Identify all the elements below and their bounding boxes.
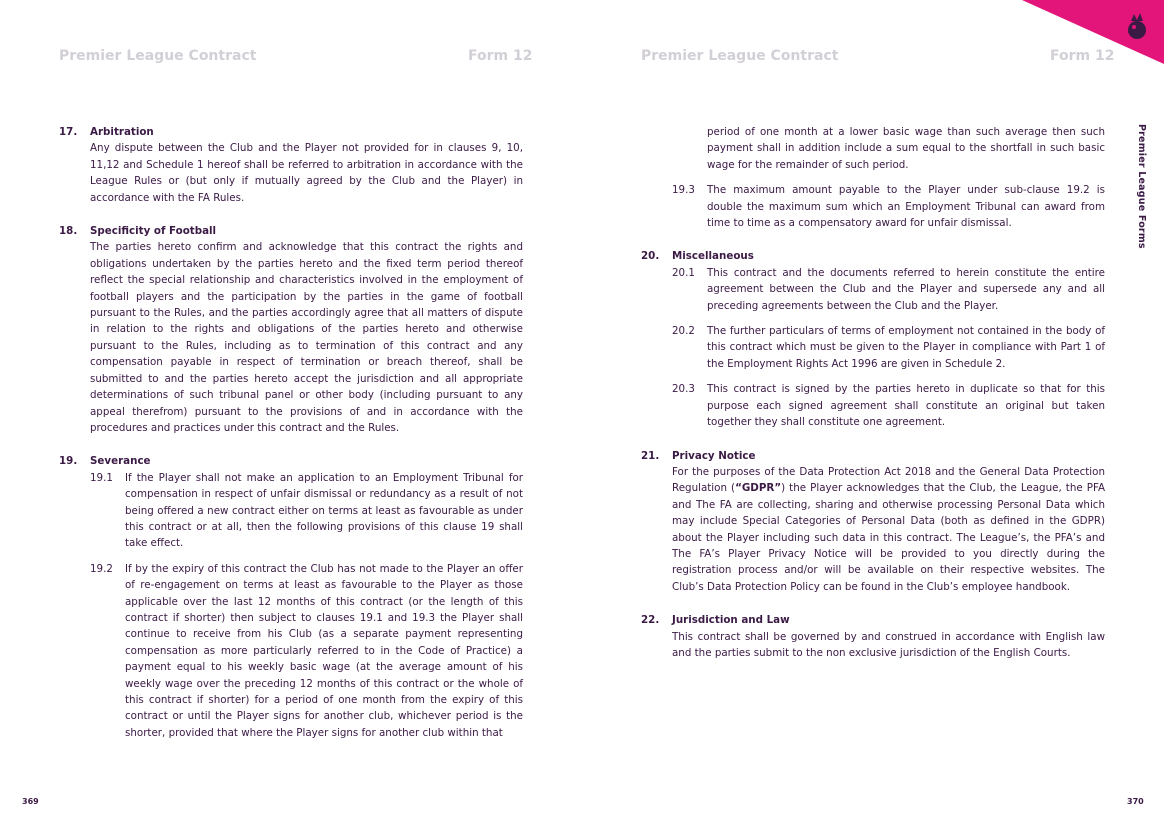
clause-text: period of one month at a lower basic wage than such average then such payment shall in addition include a sum equal to the shortfall in such basic wage for the remainder of such period. [707, 126, 1105, 171]
section-number: 22. [641, 614, 660, 627]
clause-number: 19.3 [672, 184, 695, 197]
gdpr-term: “GDPR” [735, 482, 782, 495]
clause-text: If the Player shall not make an application to an Employment Tribunal for compensation in respect of unfair dismissal or redundancy as a result of not being offered a new contract either on terms at least as favourable as under this contract or at all, then the following provisions of this clause 19 shall take effect. [125, 471, 523, 550]
section-title: Specificity of Football [90, 225, 217, 238]
section-17 [59, 124, 523, 206]
section-number: 18. [59, 225, 78, 238]
clause-19-3 [672, 182, 1105, 231]
section-title: Severance [90, 455, 151, 468]
page-number-left: 369 [22, 797, 39, 806]
clause-text: This contract and the documents referred to herein constitute the entire agreement between the Club and the Player and supersede any and all preceding agreements between the Club and the Player. [707, 266, 1105, 312]
page-number-right: 370 [1127, 797, 1144, 806]
left-header-form: Form 12 [468, 48, 533, 64]
section-title: Privacy Notice [672, 449, 756, 462]
section-22 [641, 612, 1105, 661]
side-label: Premier League Forms [1136, 124, 1147, 249]
left-column [59, 124, 523, 750]
section-title: Miscellaneous [672, 250, 754, 263]
clause-text: If by the expiry of this contract the Club has not made to the Player an offer of re-engagement on terms at least as favourable to the Player as those applicable over the last 12 months of this contract (or the length of this contract if shorter) then subject to clauses 19.1 and 19.3 the Player shall continue to receive from his Club (as a separate payment representing compensation as more particularly referred to in the Code of Practice) a payment equal to his weekly basic wage (at the average amount of his weekly wage over the preceding 12 months of this contract or the whole of this contract if shorter) for a period of one month from the expiry of this contract or until the Player signs for another club, whichever period is the shorter, provided that where the Player signs for another club within that [125, 562, 523, 739]
right-column [641, 124, 1105, 661]
left-header-title: Premier League Contract [59, 48, 257, 64]
clause-number: 20.3 [672, 383, 695, 396]
clause-19-1 [90, 470, 523, 552]
section-body: Any dispute between the Club and the Player not provided for in clauses 9, 10, 11,12 and Schedule 1 hereof shall be referred to arbitration in accordance with the League Rules or (but only if mutually agreed by the Club and the Player) in accordance with the FA Rules. [90, 142, 523, 204]
section-body: This contract shall be governed by and construed in accordance with English law and the parties submit to the non exclusive jurisdiction of the English Courts. [672, 630, 1105, 659]
privacy-text-a: For the purposes of the Data Protection Act 2018 and the General Data Protection Regulation ( [672, 465, 1105, 495]
clause-19-2-continued [672, 124, 1105, 173]
clause-text: The further particulars of terms of employment not contained in the body of this contract which must be given to the Player in compliance with Part 1 of the Employment Rights Act 1996 are given in Schedule 2. [707, 325, 1105, 370]
section-number: 17. [59, 126, 78, 138]
clause-number: 19.1 [90, 471, 113, 484]
clause-number: 20.1 [672, 266, 695, 279]
clause-number: 20.2 [672, 325, 695, 338]
section-title: Jurisdiction and Law [672, 614, 790, 627]
clause-20-1 [672, 265, 1105, 314]
section-number: 21. [641, 449, 660, 462]
clause-20-3 [672, 381, 1105, 430]
section-18 [59, 223, 523, 436]
section-body: The parties hereto confirm and acknowledge that this contract the rights and obligations undertaken by the parties hereto and the fixed term period thereof reflect the special relationship and characteristics involved in the employment of football players and the participation by the parties in the game of football pursuant to the Rules, and the parties accordingly agree that all matters of dispute in relation to the rights and obligations of the parties hereto and otherwise pursuant to the Rules, including as to termination of this contract and any compensation payable in respect of termination or breach thereof, shall be submitted to and the parties hereto accept the jurisdiction and all appropriate determinations of such tribunal panel or other body (including pursuant to any appeal therefrom) pursuant to the provisions of and in accordance with the procedures and practices under this contract and the Rules. [90, 241, 523, 434]
section-body [672, 464, 1105, 595]
section-number: 19. [59, 455, 78, 468]
section-21 [641, 448, 1105, 596]
clause-20-2 [672, 323, 1105, 372]
privacy-text-b: ) the Player acknowledges that the Club, the League, the PFA and The FA are collecting, sharing and otherwise processing Personal Data which may include Special Categories of Personal Data (both as defined in the GDPR) about the Player including such data in this contract. The League’s, the PFA’s and The FA’s Player Privacy Notice will be provided to you directly during the registration process and/or will be available on their respective websites. The Club’s Data Protection Policy can be found in the Club’s employee handbook. [672, 482, 1105, 593]
section-20 [641, 248, 1105, 430]
right-header-title: Premier League Contract [641, 48, 839, 64]
section-number: 20. [641, 250, 660, 263]
clause-text: This contract is signed by the parties hereto in duplicate so that for this purpose each signed agreement shall constitute an original but taken together they shall constitute one agreement. [707, 383, 1105, 429]
section-title: Arbitration [90, 126, 154, 138]
clause-19-2 [90, 561, 523, 741]
clause-text: The maximum amount payable to the Player under sub-clause 19.2 is double the maximum sum which an Employment Tribunal can award from time to time as a compensatory award for unfair dismissal. [707, 184, 1105, 230]
section-19-continued [641, 124, 1105, 231]
right-header-form: Form 12 [1050, 48, 1115, 64]
clause-number: 19.2 [90, 562, 113, 575]
section-19 [59, 453, 523, 741]
